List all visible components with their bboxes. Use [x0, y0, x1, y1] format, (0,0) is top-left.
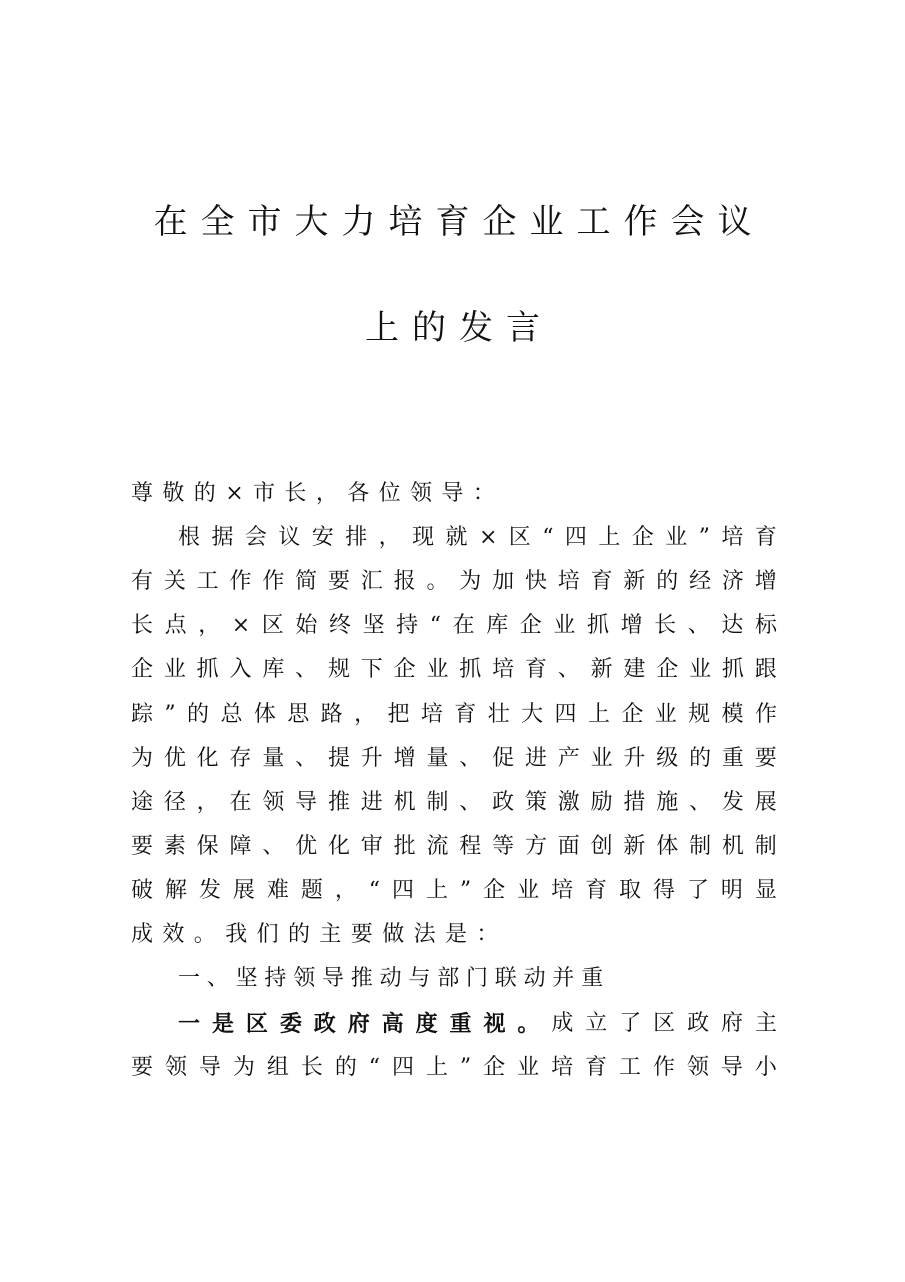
char: 、 — [557, 657, 580, 682]
char: ， — [378, 525, 401, 550]
char: 进 — [524, 746, 547, 771]
char: 育 — [754, 525, 777, 550]
char: 解 — [164, 878, 187, 903]
char: 一 — [178, 1011, 201, 1037]
char: 企 — [656, 657, 679, 682]
char: ” — [164, 702, 176, 727]
char: 了 — [686, 878, 709, 903]
char: 培 — [721, 525, 744, 550]
char: 重 — [449, 1011, 472, 1037]
char: 企 — [483, 1055, 506, 1080]
char: 显 — [754, 878, 777, 903]
char: 、 — [295, 657, 318, 682]
char: 业 — [517, 1055, 540, 1080]
char: 新 — [623, 569, 646, 594]
char: ， — [354, 702, 377, 727]
char: 模 — [721, 702, 744, 727]
char: 、 — [295, 746, 318, 771]
char: 业 — [665, 525, 688, 550]
char: 上 — [587, 702, 610, 727]
char: “ — [368, 1055, 381, 1080]
char: 业 — [517, 878, 540, 903]
char: 抓 — [586, 613, 609, 638]
char: 体 — [656, 834, 679, 859]
char: 量 — [262, 746, 285, 771]
char: 工 — [619, 1055, 642, 1080]
char: 府 — [721, 1011, 744, 1036]
char: 四 — [391, 878, 414, 903]
char: 业 — [553, 613, 576, 638]
char: 上 — [598, 525, 621, 550]
char: 作 — [229, 569, 252, 594]
char: 区 — [508, 525, 531, 550]
char: 增 — [754, 569, 777, 594]
char: ” — [459, 1055, 472, 1080]
char: 报 — [393, 569, 416, 594]
char: 障 — [229, 834, 252, 859]
char: 等 — [492, 834, 515, 859]
char: 快 — [524, 569, 547, 594]
char: 视 — [483, 1011, 506, 1037]
char: 小 — [754, 1055, 777, 1080]
char: 要 — [131, 1055, 154, 1080]
char: 抓 — [196, 657, 219, 682]
char: 上 — [425, 1055, 448, 1080]
char: 导 — [720, 1055, 743, 1080]
char: 长 — [654, 613, 677, 638]
char: 据 — [211, 525, 234, 550]
paragraph-2-line-1 — [178, 1009, 777, 1039]
char: 区 — [261, 613, 284, 638]
char: 业 — [426, 657, 449, 682]
char: 途 — [131, 790, 154, 815]
char: 提 — [327, 746, 350, 771]
char: 的 — [689, 746, 712, 771]
paragraph-1-line-9 — [131, 876, 777, 906]
char: 主 — [754, 1011, 777, 1036]
char: 府 — [347, 1011, 370, 1037]
char: 培 — [551, 878, 574, 903]
char: × — [231, 613, 251, 638]
char: 化 — [327, 834, 350, 859]
char: 关 — [163, 569, 186, 594]
char: 机 — [393, 790, 416, 815]
char: 领 — [262, 790, 285, 815]
paragraph-1-line-5 — [131, 700, 777, 730]
char: 破 — [131, 878, 154, 903]
salutation: 尊敬的×市长，各位领导： — [131, 481, 505, 506]
char: 简 — [295, 569, 318, 594]
char: 经 — [689, 569, 712, 594]
char: 新 — [590, 657, 613, 682]
char: 励 — [590, 790, 613, 815]
char: 优 — [163, 746, 186, 771]
char: 产 — [557, 746, 580, 771]
char: 措 — [623, 790, 646, 815]
char: 育 — [585, 878, 608, 903]
char: 的 — [187, 702, 210, 727]
char: 在 — [229, 790, 252, 815]
char: 库 — [262, 657, 285, 682]
char: 政 — [687, 1011, 710, 1036]
char: “ — [542, 525, 554, 550]
char: 总 — [220, 702, 243, 727]
paragraph-1-line-3 — [131, 611, 777, 641]
char: 组 — [266, 1055, 289, 1080]
char: 、 — [687, 613, 710, 638]
char: 升 — [623, 746, 646, 771]
char: 业 — [654, 702, 677, 727]
char: 标 — [754, 613, 777, 638]
char: 、 — [459, 790, 482, 815]
char: 激 — [557, 790, 580, 815]
char: 要 — [327, 569, 350, 594]
char: 新 — [623, 834, 646, 859]
char: 增 — [393, 746, 416, 771]
char: 为 — [131, 746, 154, 771]
char: 、 — [262, 834, 285, 859]
char: 抓 — [459, 657, 482, 682]
paragraph-1-line-8 — [131, 832, 777, 862]
char: 、 — [689, 790, 712, 815]
char: 了 — [619, 1011, 642, 1036]
char: 汇 — [360, 569, 383, 594]
char: 促 — [492, 746, 515, 771]
paragraph-1-line-4 — [131, 655, 777, 685]
char: 制 — [754, 834, 777, 859]
char: 根 — [178, 525, 201, 550]
char: 培 — [420, 702, 443, 727]
char: 升 — [360, 746, 383, 771]
char: 四 — [391, 1055, 414, 1080]
char: 下 — [360, 657, 383, 682]
char: 规 — [688, 702, 711, 727]
char: ， — [196, 790, 219, 815]
char: 高 — [381, 1011, 404, 1037]
char: 业 — [590, 746, 613, 771]
char: 育 — [585, 1055, 608, 1080]
char: 创 — [590, 834, 613, 859]
paragraph-1-line-10: 成效。我们的主要做法是： — [131, 922, 508, 947]
char: 题 — [300, 878, 323, 903]
char: 育 — [454, 702, 477, 727]
char: 规 — [327, 657, 350, 682]
char: 企 — [621, 702, 644, 727]
char: 立 — [585, 1011, 608, 1036]
char: 审 — [360, 834, 383, 859]
char: 化 — [196, 746, 219, 771]
char: 导 — [198, 1055, 221, 1080]
char: 培 — [557, 569, 580, 594]
paragraph-1-line-1 — [178, 523, 777, 553]
char: 存 — [229, 746, 252, 771]
char: 径 — [163, 790, 186, 815]
char: 流 — [426, 834, 449, 859]
char: 级 — [656, 746, 679, 771]
char: 作 — [652, 1055, 675, 1080]
paragraph-1-line-2 — [131, 567, 777, 597]
char: 入 — [229, 657, 252, 682]
char: 明 — [720, 878, 743, 903]
char: 上 — [425, 878, 448, 903]
char: 培 — [492, 657, 515, 682]
char: 济 — [721, 569, 744, 594]
char: 育 — [590, 569, 613, 594]
char: 业 — [689, 657, 712, 682]
char: 要 — [131, 834, 154, 859]
char: 、 — [459, 746, 482, 771]
char: 育 — [524, 657, 547, 682]
char: 取 — [619, 878, 642, 903]
char: 现 — [412, 525, 435, 550]
char: 度 — [415, 1011, 438, 1037]
char: “ — [368, 878, 381, 903]
char: 坚 — [362, 613, 385, 638]
char: 思 — [287, 702, 310, 727]
char: 持 — [396, 613, 419, 638]
char: ， — [334, 878, 357, 903]
char: 为 — [232, 1055, 255, 1080]
char: 制 — [426, 790, 449, 815]
section-heading-1: 一、坚持领导推动与部门联动并重 — [178, 966, 611, 991]
char: “ — [429, 613, 442, 638]
document-title-line-1: 在全市大力培育企业工作会议 — [153, 202, 765, 242]
char: 企 — [393, 657, 416, 682]
char: 增 — [620, 613, 643, 638]
char: 四 — [564, 525, 587, 550]
char: 企 — [131, 657, 154, 682]
char: 批 — [393, 834, 416, 859]
char: 进 — [360, 790, 383, 815]
char: 加 — [492, 569, 515, 594]
char: 面 — [557, 834, 580, 859]
char: 会 — [244, 525, 267, 550]
char: 程 — [459, 834, 482, 859]
char: 路 — [320, 702, 343, 727]
char: 安 — [311, 525, 334, 550]
char: 为 — [459, 569, 482, 594]
char: ” — [459, 878, 472, 903]
char: 始 — [295, 613, 318, 638]
char: 策 — [524, 790, 547, 815]
char: 企 — [631, 525, 654, 550]
char: 领 — [164, 1055, 187, 1080]
char: 的 — [656, 569, 679, 594]
char: 排 — [345, 525, 368, 550]
char: 发 — [198, 878, 221, 903]
char: 四 — [554, 702, 577, 727]
char: 有 — [131, 569, 154, 594]
char: × — [478, 525, 498, 550]
paragraph-1-line-6 — [131, 744, 777, 774]
char: 推 — [327, 790, 350, 815]
char: 展 — [754, 790, 777, 815]
char: 库 — [486, 613, 509, 638]
char: 方 — [524, 834, 547, 859]
paragraph-1-line-7 — [131, 788, 777, 818]
char: 培 — [551, 1055, 574, 1080]
char: 。 — [517, 1011, 540, 1037]
char: 工 — [196, 569, 219, 594]
char: 议 — [278, 525, 301, 550]
char: 把 — [387, 702, 410, 727]
char: 企 — [519, 613, 542, 638]
char: 点 — [164, 613, 187, 638]
char: 得 — [652, 878, 675, 903]
char: 作 — [754, 702, 777, 727]
char: 企 — [483, 878, 506, 903]
char: 就 — [445, 525, 468, 550]
char: 业 — [163, 657, 186, 682]
char: 抓 — [721, 657, 744, 682]
char: 要 — [754, 746, 777, 771]
char: 达 — [721, 613, 744, 638]
char: 长 — [131, 613, 154, 638]
char: 展 — [232, 878, 255, 903]
paragraph-2-line-2 — [131, 1053, 777, 1083]
char: ” — [698, 525, 710, 550]
char: 导 — [295, 790, 318, 815]
char: 在 — [452, 613, 475, 638]
char: 壮 — [487, 702, 510, 727]
char: 大 — [521, 702, 544, 727]
char: 委 — [279, 1011, 302, 1037]
char: 优 — [295, 834, 318, 859]
char: 的 — [334, 1055, 357, 1080]
char: 量 — [426, 746, 449, 771]
char: 成 — [551, 1011, 574, 1036]
document-title-line-2: 上的发言 — [365, 308, 553, 348]
char: 难 — [266, 878, 289, 903]
char: 重 — [721, 746, 744, 771]
char: 发 — [721, 790, 744, 815]
char: 长 — [300, 1055, 323, 1080]
char: 素 — [163, 834, 186, 859]
char: 政 — [313, 1011, 336, 1037]
char: 机 — [721, 834, 744, 859]
char: 体 — [253, 702, 276, 727]
char: 领 — [686, 1055, 709, 1080]
char: 建 — [623, 657, 646, 682]
char: ， — [198, 613, 221, 638]
char: 踪 — [131, 702, 154, 727]
char: 施 — [656, 790, 679, 815]
char: 是 — [211, 1011, 234, 1037]
char: 保 — [196, 834, 219, 859]
char: 区 — [653, 1011, 676, 1036]
char: 政 — [492, 790, 515, 815]
char: 作 — [262, 569, 285, 594]
char: 终 — [328, 613, 351, 638]
char: 制 — [689, 834, 712, 859]
char: 区 — [245, 1011, 268, 1037]
char: 。 — [426, 569, 449, 594]
char: 跟 — [754, 657, 777, 682]
